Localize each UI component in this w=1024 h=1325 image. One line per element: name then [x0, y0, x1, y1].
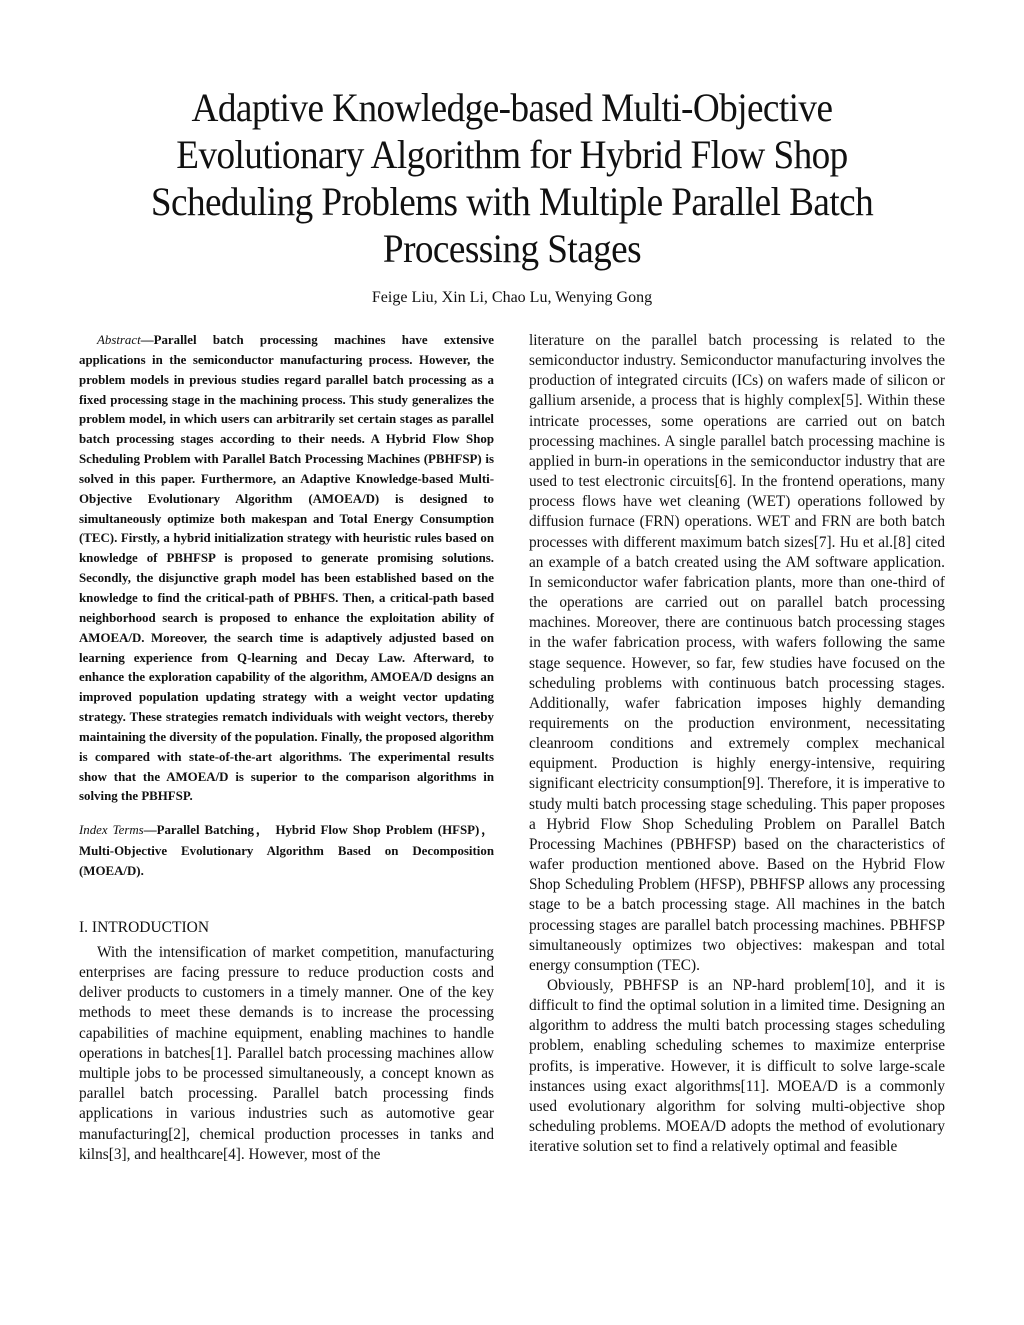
index-terms-text: Parallel Batching， Hybrid Flow Shop Problem (HFSP)， Multi-Objective Evolutionary Algorithm Based on Decomposition (MOEA/D).	[79, 823, 494, 879]
intro-paragraph-3: Obviously, PBHFSP is an NP-hard problem[10], and it is difficult to find the optimal solution in a limited time. Designing an algorithm to address the multi batch processing stages scheduling problem, enabling scheduling schemes to maximize enterprise profits, is imperative. However, it is difficult to solve large-scale instances using exact algorithms[11]. MOEA/D is a commonly used evolutionary algorithm for solving multi-objective shop scheduling problems. MOEA/D adopts the method of evolutionary iterative solution set to find a relatively optimal and feasible	[529, 977, 945, 1156]
abstract	[79, 331, 494, 807]
title-line: Processing Stages	[382, 226, 642, 271]
title-line: Adaptive Knowledge-based Multi-Objective	[191, 85, 833, 130]
right-column	[529, 331, 945, 1157]
index-terms-label: Index Terms	[79, 823, 144, 838]
paper-title	[92, 84, 933, 272]
abstract-label: Abstract	[97, 333, 141, 347]
index-terms-dash: —	[143, 823, 157, 838]
index-terms	[79, 820, 494, 882]
left-column	[79, 331, 494, 1165]
abstract-dash: —	[140, 333, 154, 347]
abstract-text: Parallel batch processing machines have extensive applications in the semiconductor manufacturing process. However, the problem models in previous studies regard parallel batch processing as a fixed processing stage in the machining process. This study generalizes the problem model, in which users can arbitrarily set certain stages as parallel batch processing stages according to their needs. A Hybrid Flow Shop Scheduling Problem with Parallel Batch Processing Machines (PBHFSP) is solved in this paper. Furthermore, an Adaptive Knowledge-based Multi-Objective Evolutionary Algorithm (AMOEA/D) is designed to simultaneously optimize both makespan and Total Energy Consumption (TEC). Firstly, a hybrid initialization strategy with heuristic rules based on knowledge of PBHFSP is proposed to generate promising solutions. Secondly, the disjunctive graph model has been established based on the knowledge to find the critical-path of PBHFS. Then, a critical-path based neighborhood search is proposed to enhance the exploitation ability of AMOEA/D. Moreover, the search time is adaptively adjusted based on learning experience from Q-learning and Decay Law. Afterward, to enhance the exploration capability of the algorithm, AMOEA/D designs an improved population updating strategy with a weight vector updating strategy. These strategies rematch individuals with weight vectors, thereby maintaining the diversity of the population. Finally, the proposed algorithm is compared with state-of-the-art algorithms. The experimental results show that the AMOEA/D is superior to the comparison algorithms in solving the PBHFSP.	[79, 333, 494, 804]
intro-paragraph-2: literature on the parallel batch processing is related to the semiconductor industry. Semiconductor manufacturing involves the production of integrated circuits (ICs) on wafers made of silicon or gallium arsenide, a process that is highly complex[5]. Within these intricate processes, some operations are carried out on batch processing machines. A single parallel batch processing machine is applied in burn-in operations in the semiconductor industry that are used to test electronic circuits[6]. In the frontend operations, many process flows have wet cleaning (WET) operations followed by diffusion furnace (FRN) operations. WET and FRN are both batch processes with different maximum batch sizes[7]. Hu et al.[8] cited an example of a batch created using the AM software application. In semiconductor wafer fabrication plants, more than one-third of the operations are carried out on parallel batch processing machines. Moreover, there are continuous batch processing stages in the wafer fabrication process, with wafers following the same stage sequence. However, so far, few studies have focused on the scheduling problems with continuous batch processing stages. Additionally, wafer fabrication imposes highly demanding requirements on the production environment, necessitating cleanroom conditions and extremely complex mechanical equipment. Production is highly energy-intensive, requiring significant electricity consumption[9]. Therefore, it is imperative to study multi batch processing stage scheduling. This paper proposes a Hybrid Flow Shop Scheduling Problem on Parallel Batch Processing Machines (PBHFSP) based on the characteristics of wafer production mentioned above. Based on the Hybrid Flow Shop Scheduling Problem (HFSP), PBHFSP allows any processing stage to be a batch processing stage. All machines in the batch processing stages are parallel batch processing machines. PBHFSP simultaneously optimizes two objectives: makespan and total energy consumption (TEC).	[529, 332, 945, 974]
author-list: Feige Liu, Xin Li, Chao Lu, Wenying Gong	[371, 289, 653, 306]
intro-paragraph-1: With the intensification of market competition, manufacturing enterprises are facing pressure to reduce production costs and deliver products to customers in a timely manner. One of the key methods to meet these demands is to increase the processing capabilities of machine equipment, enabling machines to handle operations in batches[1]. Parallel batch processing machines allow multiple jobs to be processed simultaneously, a concept known as parallel batch processing. Parallel batch processing finds applications in various industries such as automotive gear manufacturing[2], chemical production processes in tanks and kilns[3], and healthcare[4]. However, most of the	[79, 943, 494, 1163]
title-line: Scheduling Problems with Multiple Parallel Batch	[150, 179, 874, 224]
section-heading-introduction: I. INTRODUCTION	[79, 918, 210, 936]
title-line: Evolutionary Algorithm for Hybrid Flow Shop	[176, 132, 848, 177]
